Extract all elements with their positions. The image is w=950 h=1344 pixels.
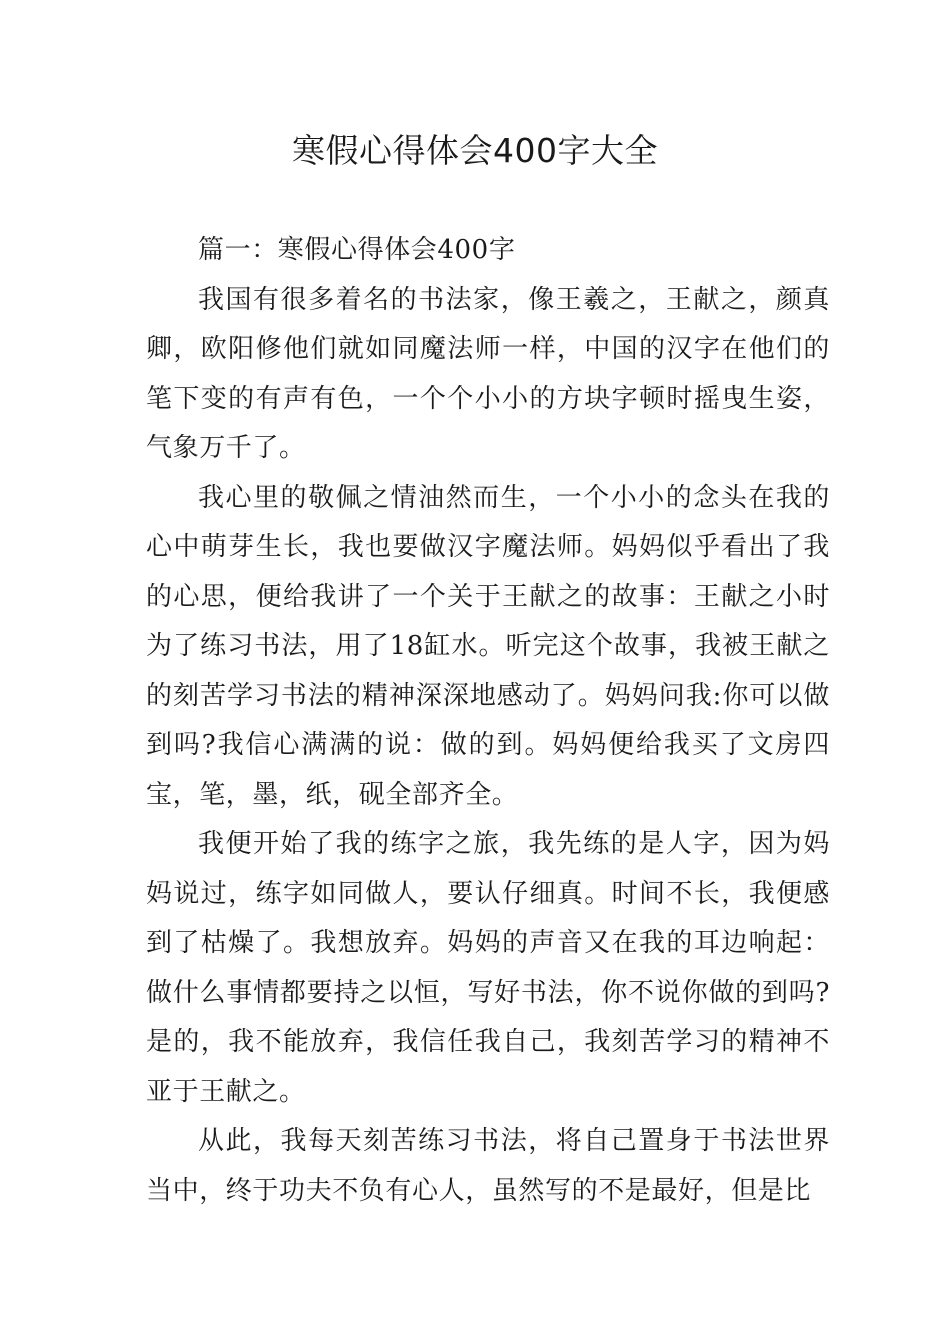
- document-title: 寒假心得体会400字大全: [292, 131, 658, 170]
- paragraph-1: 我国有很多着名的书法家，像王羲之，王献之，颜真卿，欧阳修他们就如同魔法师一样，中国的汉字在他们的笔下变的有声有色，一个个小小的方块字顿时摇曳生姿，气象万千了。: [146, 284, 830, 463]
- section-heading: 篇一：寒假心得体会400字: [198, 235, 516, 265]
- paragraph-2: 我心里的敬佩之情油然而生，一个小小的念头在我的心中萌芽生长，我也要做汉字魔法师。妈妈似乎看出了我的心思，便给我讲了一个关于王献之的故事：王献之小时为了练习书法，用了18缸水。听完这个故事，我被王献之的刻苦学习书法的精神深深地感动了。妈妈问我:你可以做到吗?我信心满满的说：做的到。妈妈便给我买了文房四宝，笔，墨，纸，砚全部齐全。: [146, 482, 830, 810]
- paragraph-4: 从此，我每天刻苦练习书法，将自己置身于书法世界当中，终于功夫不负有心人，虽然写的不是最好，但是比: [146, 1126, 830, 1206]
- document-body: [146, 226, 830, 1216]
- paragraph-3: 我便开始了我的练字之旅，我先练的是人字，因为妈妈说过，练字如同做人，要认仔细真。时间不长，我便感到了枯燥了。我想放弃。妈妈的声音又在我的耳边响起：做什么事情都要持之以恒，写好书法，你不说你做的到吗?是的，我不能放弃，我信任我自己，我刻苦学习的精神不亚于王献之。: [146, 829, 830, 1107]
